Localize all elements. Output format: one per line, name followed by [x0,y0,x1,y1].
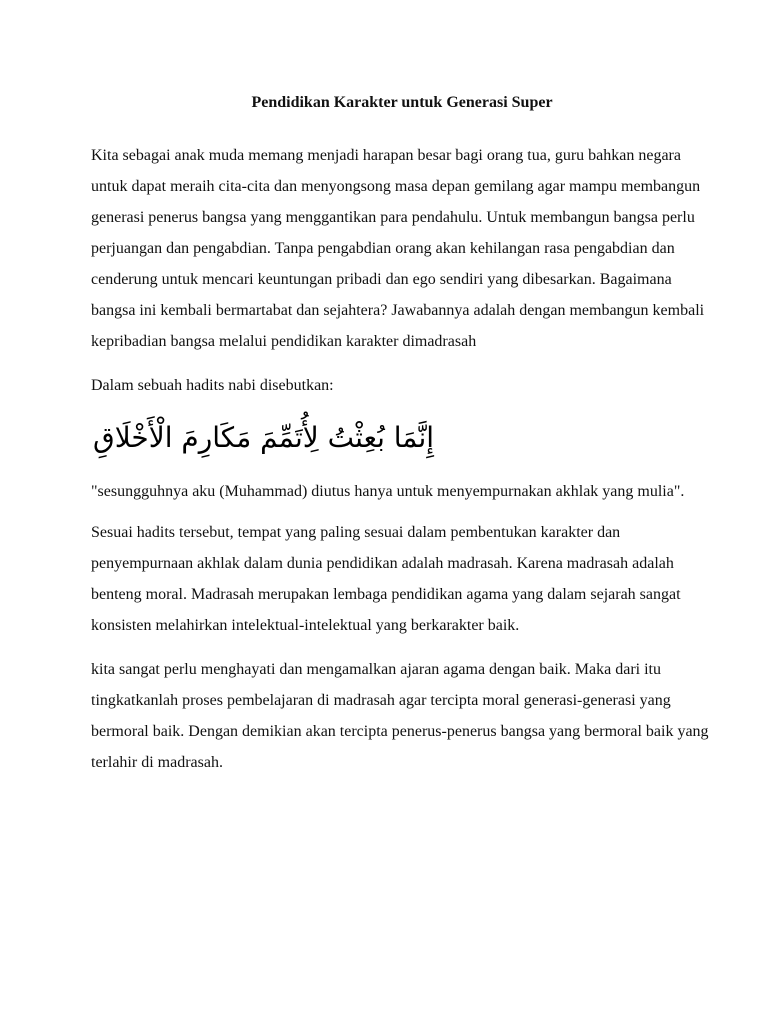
hadith-translation: "sesungguhnya aku (Muhammad) diutus hanya untuk menyempurnakan akhlak yang mulia". [91,483,685,500]
paragraph-conclusion: kita sangat perlu menghayati dan mengamalkan ajaran agama dengan baik. Maka dari itu tingkatkanlah proses pembelajaran di madrasah agar tercipta moral generasi-generasi yang bermoral baik. Dengan demikian akan tercipta penerus-penerus bangsa yang bermoral baik yang terlahir di madrasah. [91,661,709,771]
paragraph-intro: Kita sebagai anak muda memang menjadi harapan besar bagi orang tua, guru bahkan negara untuk dapat meraih cita-cita dan menyongsong masa depan gemilang agar mampu membangun generasi penerus bangsa yang menggantikan para pendahulu. Untuk membangun bangsa perlu perjuangan dan pengabdian. Tanpa pengabdian orang akan kehilangan rasa pengabdian dan cenderung untuk mencari keuntungan pribadi dan ego sendiri yang dibesarkan. Bagaimana bangsa ini kembali bermartabat dan sejahtera? Jawabannya adalah dengan membangun kembali kepribadian bangsa melalui pendidikan karakter dimadrasah [91,147,705,350]
paragraph-madrasah: Sesuai hadits tersebut, tempat yang paling sesuai dalam pembentukan karakter dan penyempurnaan akhlak dalam dunia pendidikan adalah madrasah. Karena madrasah adalah benteng moral. Madrasah merupakan lembaga pendidikan agama yang dalam sejarah sangat konsisten melahirkan intelektual-intelektual yang berkarakter baik. [91,524,681,634]
hadith-intro: Dalam sebuah hadits nabi disebutkan: [91,377,334,394]
document-body [91,89,711,791]
document-title: Pendidikan Karakter untuk Generasi Super [251,94,553,111]
hadith-arabic-text: إِنَّمَا بُعِثْتُ لِأُتَمِّمَ مَكَارِمَ الْأَخْلَاقِ [93,421,435,454]
